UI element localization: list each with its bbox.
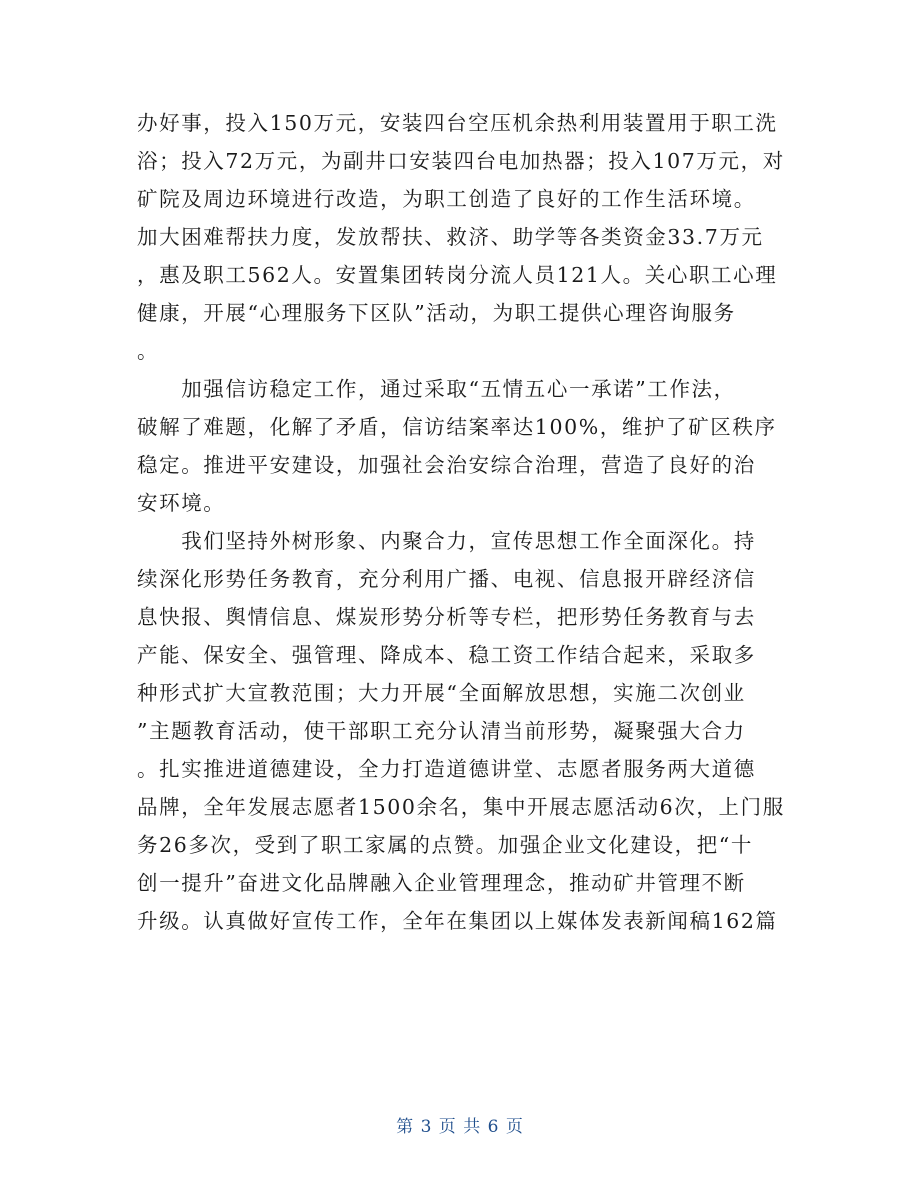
- text-line: 矿院及周边环境进行改造，为职工创造了良好的工作生活环境。: [137, 187, 756, 211]
- text-line: 务26多次，受到了职工家属的点赞。加强企业文化建设，把“十: [137, 833, 753, 857]
- text-line: ”主题教育活动，使干部职工充分认清当前形势，凝聚强大合力: [137, 719, 746, 743]
- text-line: 。扎实推进道德建设，全力打造道德讲堂、志愿者服务两大道德: [137, 757, 756, 781]
- text-line: 安环境。: [137, 491, 226, 515]
- text-line: 浴；投入72万元，为副井口安装四台电加热器；投入107万元，对: [137, 149, 785, 173]
- text-line: 息快报、舆情信息、煤炭形势分析等专栏，把形势任务教育与去: [137, 605, 756, 629]
- text-line: 我们坚持外树形象、内聚合力，宣传思想工作全面深化。持: [137, 529, 756, 553]
- document-body: [137, 104, 797, 940]
- text-line: 创一提升”奋进文化品牌融入企业管理理念，推动矿井管理不断: [137, 871, 746, 895]
- text-line: 加强信访稳定工作，通过采取“五情五心一承诺”工作法，: [137, 377, 736, 401]
- text-line: 健康，开展“心理服务下区队”活动，为职工提供心理咨询服务: [137, 301, 736, 325]
- text-line: 产能、保安全、强管理、降成本、稳工资工作结合起来，采取多: [137, 643, 756, 667]
- text-line: 种形式扩大宣教范围；大力开展“全面解放思想，实施二次创业: [137, 681, 746, 705]
- text-line: 稳定。推进平安建设，加强社会治安综合治理，营造了良好的治: [137, 453, 756, 477]
- text-line: 升级。认真做好宣传工作，全年在集团以上媒体发表新闻稿162篇: [137, 909, 778, 933]
- page-number-footer: 第 3 页 共 6 页: [396, 1117, 524, 1137]
- text-line: 办好事，投入150万元，安装四台空压机余热利用装置用于职工洗: [137, 111, 778, 135]
- text-line: 加大困难帮扶力度，发放帮扶、救济、助学等各类资金33.7万元: [137, 225, 764, 249]
- text-line: 。: [137, 339, 160, 363]
- text-line: 续深化形势任务教育，充分利用广播、电视、信息报开辟经济信: [137, 567, 756, 591]
- text-line: ，惠及职工562人。安置集团转岗分流人员121人。关心职工心理: [137, 263, 778, 287]
- text-line: 品牌，全年发展志愿者1500余名，集中开展志愿活动6次，上门服: [137, 795, 785, 819]
- text-line: 破解了难题，化解了矛盾，信访结案率达100%，维护了矿区秩序: [137, 415, 777, 439]
